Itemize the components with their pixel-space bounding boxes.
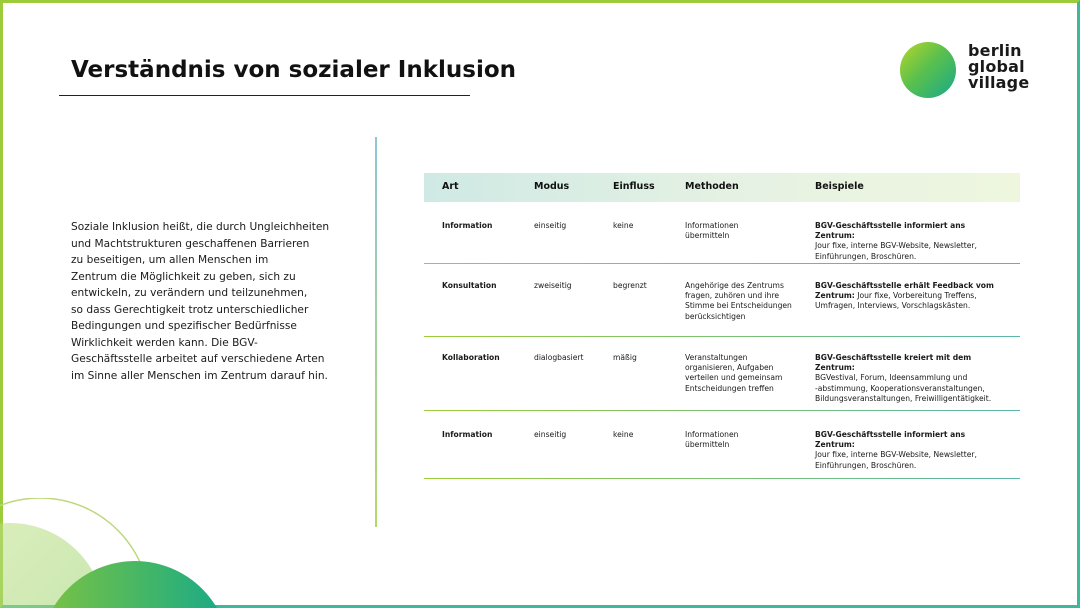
cell-einfluss: mäßig: [613, 353, 637, 362]
logo-line-1: berlin: [968, 41, 1022, 60]
beispiele-detail: BGVestival, Forum, Ideensammlung und -abstimmung, Kooperationsveranstaltungen, Bildungsveranstaltungen, Freiwilligentätigkeit.: [815, 373, 992, 403]
cell-modus: einseitig: [534, 221, 567, 230]
beispiele-lead: BGV-Geschäftsstelle informiert ans Zentrum:: [815, 430, 966, 450]
cell-art: Konsultation: [442, 281, 497, 290]
cell-beispiele: [815, 221, 1005, 262]
header-art: Art: [442, 181, 459, 192]
cell-beispiele: [815, 430, 1005, 471]
table-row: [424, 202, 1020, 264]
cell-art: Information: [442, 221, 493, 230]
cell-methoden: Informationen übermitteln: [685, 221, 739, 241]
cell-einfluss: keine: [613, 221, 634, 230]
logo-circle-icon: [900, 42, 956, 98]
header-einfluss: Einfluss: [613, 181, 655, 192]
row-divider: [424, 478, 1020, 480]
logo-line-3: village: [968, 73, 1030, 92]
page-title: Verständnis von sozialer Inklusion: [71, 57, 517, 83]
header-methoden: Methoden: [685, 181, 739, 192]
beispiele-lead: BGV-Geschäftsstelle kreiert mit dem Zentrum:: [815, 353, 972, 373]
decorative-circles: [0, 498, 220, 608]
beispiele-detail: Jour fixe, interne BGV-Website, Newsletter, Einführungen, Broschüren.: [815, 450, 977, 470]
logo-wordmark: [968, 43, 1029, 91]
cell-beispiele: [815, 281, 1005, 312]
cell-methoden: Angehörige des Zentrums fragen, zuhören und ihre Stimme bei Entscheidungen berücksichtigen: [685, 281, 792, 321]
cell-modus: einseitig: [534, 430, 567, 439]
cell-art: Kollaboration: [442, 353, 500, 362]
title-underline: [59, 95, 470, 96]
header-modus: Modus: [534, 181, 570, 192]
cell-modus: zweiseitig: [534, 281, 572, 290]
beispiele-detail: Jour fixe, Vorbereitung Treffens, Umfragen, Interviews, Vorschlagskästen.: [815, 291, 977, 311]
berlin-global-village-logo: [900, 42, 1030, 100]
header-beispiele: Beispiele: [815, 181, 864, 192]
table-row: [424, 264, 1020, 337]
beispiele-lead: BGV-Geschäftsstelle informiert ans Zentrum:: [815, 221, 966, 241]
cell-methoden: Veranstaltungen organisieren, Aufgaben verteilen und gemeinsam Entscheidungen treffen: [685, 353, 783, 393]
logo-line-2: global: [968, 57, 1025, 76]
table-row: [424, 337, 1020, 411]
cell-art: Information: [442, 430, 493, 439]
beispiele-lead: BGV-Geschäftsstelle erhält Feedback vom Zentrum:: [815, 281, 994, 301]
table-row: [424, 411, 1020, 479]
cell-einfluss: keine: [613, 430, 634, 439]
cell-beispiele: [815, 353, 1005, 404]
beispiele-detail: Jour fixe, interne BGV-Website, Newsletter, Einführungen, Broschüren.: [815, 241, 977, 261]
intro-paragraph: Soziale Inklusion heißt, die durch Ungleichheiten und Machtstrukturen geschaffenen Barrieren zu beseitigen, um allen Menschen im Zentrum die Möglichkeit zu geben, sich zu entwickeln, zu verändern und teilzunehmen, so dass Gerechtigkeit trotz unterschiedlicher Bedingungen und spezifischer Bedürfnisse Wirklichkeit werden kann. Die BGV- Geschäftsstelle arbeitet auf verschiedene Arten im Sinne aller Menschen im Zentrum darauf hin.: [71, 221, 330, 382]
inclusion-table: [424, 173, 1020, 479]
vertical-divider: [375, 137, 377, 527]
cell-einfluss: begrenzt: [613, 281, 647, 290]
cell-methoden: Informationen übermitteln: [685, 430, 739, 450]
cell-modus: dialogbasiert: [534, 353, 584, 362]
table-header: [424, 173, 1020, 202]
